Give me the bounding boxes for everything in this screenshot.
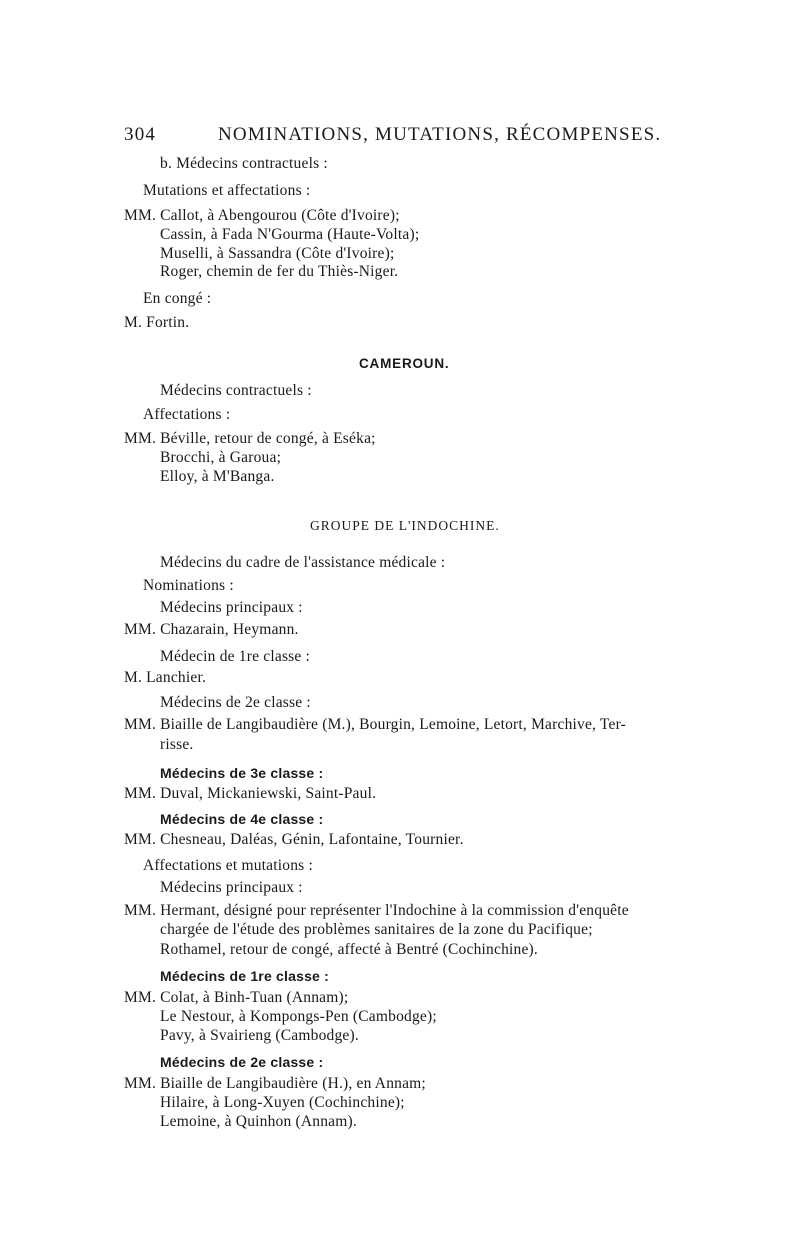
text-line: Brocchi, à Garoua; (160, 449, 282, 466)
text-line: Affectations : (143, 406, 231, 423)
text-line: Lemoine, à Quinhon (Annam). (160, 1113, 357, 1130)
subheading: Médecins de 4e classe : (160, 811, 324, 827)
text-line: Médecins principaux : (160, 879, 303, 896)
text-line: risse. (160, 736, 194, 753)
text-line: M. Fortin. (124, 314, 190, 331)
text-line: Muselli, à Sassandra (Côte d'Ivoire); (160, 245, 395, 262)
text-line: Nominations : (143, 577, 234, 594)
text-line: MM. Biaille de Langibaudière (M.), Bourgin, Lemoine, Letort, Marchive, Ter- (124, 716, 627, 733)
text-line: Affectations et mutations : (143, 857, 313, 874)
text-line: MM. Biaille de Langibaudière (H.), en Annam; (124, 1075, 426, 1092)
section-heading: GROUPE DE L'INDOCHINE. (310, 518, 500, 533)
text-line: M. Lanchier. (124, 669, 207, 686)
text-line: b. Médecins contractuels : (160, 155, 328, 172)
text-line: MM. Chesneau, Daléas, Génin, Lafontaine, Tournier. (124, 831, 464, 848)
text-line: Médecins contractuels : (160, 382, 312, 399)
text-line: MM. Colat, à Binh-Tuan (Annam); (124, 989, 349, 1006)
page-number: 304 (124, 124, 157, 145)
running-header (124, 124, 661, 146)
subheading: Médecins de 3e classe : (160, 765, 324, 781)
text-line: Pavy, à Svairieng (Cambodge). (160, 1027, 359, 1044)
text-line: MM. Duval, Mickaniewski, Saint-Paul. (124, 785, 377, 802)
text-line: MM. Callot, à Abengourou (Côte d'Ivoire); (124, 207, 400, 224)
text-line: Mutations et affectations : (143, 182, 311, 199)
text-line: Cassin, à Fada N'Gourma (Haute-Volta); (160, 226, 420, 243)
subheading: Médecins de 1re classe : (160, 968, 329, 984)
text-line: Elloy, à M'Banga. (160, 468, 275, 485)
running-title: NOMINATIONS, MUTATIONS, RÉCOMPENSES. (218, 124, 662, 145)
text-line: MM. Chazarain, Heymann. (124, 621, 299, 638)
text-line: Médecins du cadre de l'assistance médicale : (160, 554, 446, 571)
text-line: MM. Béville, retour de congé, à Eséka; (124, 430, 376, 447)
text-line: Médecin de 1re classe : (160, 648, 311, 665)
text-line: Rothamel, retour de congé, affecté à Bentré (Cochinchine). (160, 941, 538, 958)
text-line: Médecins de 2e classe : (160, 694, 311, 711)
text-line: Le Nestour, à Kompongs-Pen (Cambodge); (160, 1008, 437, 1025)
text-line: Médecins principaux : (160, 599, 303, 616)
text-line: Roger, chemin de fer du Thiès-Niger. (160, 263, 399, 280)
text-line: MM. Hermant, désigné pour représenter l'Indochine à la commission d'enquête (124, 902, 629, 919)
text-line: En congé : (143, 290, 212, 307)
text-line: chargée de l'étude des problèmes sanitaires de la zone du Pacifique; (160, 921, 593, 938)
text-line: Hilaire, à Long-Xuyen (Cochinchine); (160, 1094, 405, 1111)
subheading: Médecins de 2e classe : (160, 1054, 324, 1070)
section-heading: CAMEROUN. (359, 356, 450, 371)
